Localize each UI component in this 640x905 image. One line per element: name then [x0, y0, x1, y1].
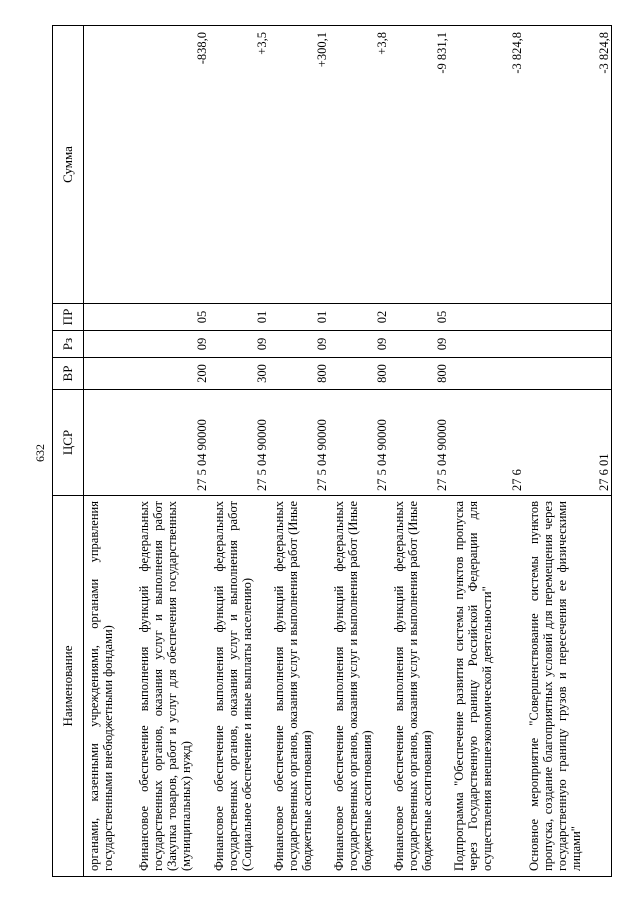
row-name: Финансовое обеспечение выполнения функций федеральных государственных органов, оказания услуг и выполнения работ (Социальное обеспечение и иные выплаты населению) [209, 496, 269, 877]
row-csr: 27 6 [449, 390, 524, 496]
row-vr: 300 [209, 358, 269, 390]
row-pr [84, 304, 134, 331]
row-pr: 05 [134, 304, 209, 331]
row-vr: 200 [134, 358, 209, 390]
table-row [389, 26, 449, 877]
budget-table [52, 25, 612, 877]
row-sum: -9 831,1 [389, 26, 449, 304]
row-sum: +3,8 [329, 26, 389, 304]
row-name: Основное мероприятие "Совершенствование системы пунктов пропуска, создание благоприятных условий для перемещения через государственную границу грузов и пересечения ее физическими лицами" [524, 496, 612, 877]
header-sum: Сумма [53, 26, 84, 304]
row-vr: 800 [269, 358, 329, 390]
row-vr [524, 358, 612, 390]
table-row [524, 26, 612, 877]
row-name: органами, казенными учреждениями, органами управления государственными внебюджетными фондами) [84, 496, 134, 877]
row-vr [449, 358, 524, 390]
table-row [84, 26, 134, 877]
row-pr: 02 [329, 304, 389, 331]
page-number: 632 [33, 444, 47, 462]
row-csr: 27 5 04 90000 [329, 390, 389, 496]
row-csr: 27 5 04 90000 [209, 390, 269, 496]
row-sum: -838,0 [134, 26, 209, 304]
row-csr [84, 390, 134, 496]
row-rz: 09 [389, 331, 449, 358]
header-name: Наименование [53, 496, 84, 877]
row-sum [84, 26, 134, 304]
header-vr: ВР [53, 358, 84, 390]
table-row [269, 26, 329, 877]
row-rz: 09 [329, 331, 389, 358]
row-rz [84, 331, 134, 358]
table-header-row [53, 26, 84, 877]
row-pr [449, 304, 524, 331]
row-vr [84, 358, 134, 390]
row-rz [449, 331, 524, 358]
row-name: Финансовое обеспечение выполнения функций федеральных государственных органов, оказания услуг и выполнения работ (Закупка товаров, работ и услуг для обеспечения государственных (муниципальных) нужд) [134, 496, 209, 877]
row-name: Финансовое обеспечение выполнения функций федеральных государственных органов, оказания услуг и выполнения работ (Иные бюджетные ассигнования) [389, 496, 449, 877]
row-pr: 05 [389, 304, 449, 331]
row-pr [524, 304, 612, 331]
row-sum: +3,5 [209, 26, 269, 304]
row-vr: 800 [329, 358, 389, 390]
row-csr: 27 6 01 [524, 390, 612, 496]
row-sum: +300,1 [269, 26, 329, 304]
row-sum: -3 824,8 [524, 26, 612, 304]
row-rz: 09 [209, 331, 269, 358]
row-rz: 09 [269, 331, 329, 358]
row-name: Финансовое обеспечение выполнения функций федеральных государственных органов, оказания услуг и выполнения работ (Иные бюджетные ассигнования) [329, 496, 389, 877]
row-pr: 01 [209, 304, 269, 331]
row-rz: 09 [134, 331, 209, 358]
row-csr: 27 5 04 90000 [389, 390, 449, 496]
row-sum: -3 824,8 [449, 26, 524, 304]
row-pr: 01 [269, 304, 329, 331]
row-csr: 27 5 04 90000 [134, 390, 209, 496]
header-pr: ПР [53, 304, 84, 331]
row-name: Подпрограмма "Обеспечение развития системы пунктов пропуска через Государственную границу Российской Федерации для осуществления внешнеэкономической деятельности" [449, 496, 524, 877]
table-row [449, 26, 524, 877]
header-csr: ЦСР [53, 390, 84, 496]
row-vr: 800 [389, 358, 449, 390]
row-csr: 27 5 04 90000 [269, 390, 329, 496]
table-row [134, 26, 209, 877]
header-rz: Рз [53, 331, 84, 358]
row-name: Финансовое обеспечение выполнения функций федеральных государственных органов, оказания услуг и выполнения работ (Иные бюджетные ассигнования) [269, 496, 329, 877]
table-row [329, 26, 389, 877]
table-row [209, 26, 269, 877]
row-rz [524, 331, 612, 358]
